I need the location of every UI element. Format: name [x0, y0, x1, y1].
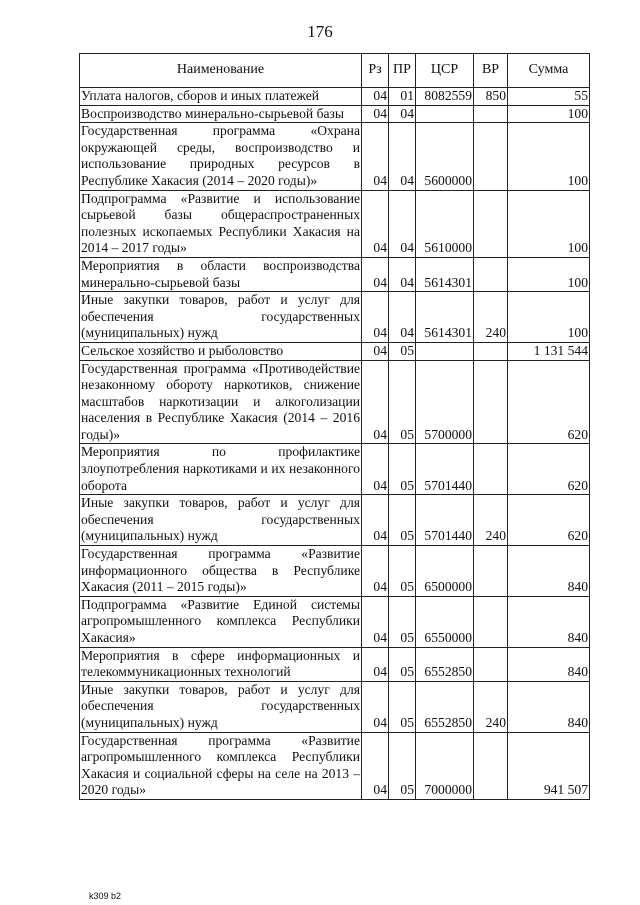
cell-sum: 55: [508, 88, 590, 106]
cell-rz: 04: [362, 342, 389, 360]
cell-vr: [474, 596, 508, 647]
cell-pr: 05: [389, 360, 416, 444]
cell-sum: 1 131 544: [508, 342, 590, 360]
cell-rz: 04: [362, 190, 389, 257]
cell-vr: 240: [474, 681, 508, 732]
cell-name: Государственная программа «Охрана окружающей среды, воспроизводство и использование природных ресурсов в Республике Хакасия (2014 – 2020 годы)»: [80, 123, 362, 190]
header-rz: Рз: [362, 54, 389, 88]
cell-csr: [416, 342, 474, 360]
cell-vr: [474, 647, 508, 681]
cell-rz: 04: [362, 257, 389, 291]
table-row: [80, 190, 590, 257]
cell-rz: 04: [362, 495, 389, 546]
cell-csr: 5700000: [416, 360, 474, 444]
cell-sum: 100: [508, 257, 590, 291]
cell-name: Сельское хозяйство и рыболовство: [80, 342, 362, 360]
cell-rz: 04: [362, 88, 389, 106]
cell-name: Мероприятия по профилактике злоупотребления наркотиками и их незаконного оборота: [80, 444, 362, 495]
cell-pr: 04: [389, 292, 416, 343]
cell-sum: 840: [508, 546, 590, 597]
table-row: [80, 546, 590, 597]
cell-vr: [474, 444, 508, 495]
cell-name: Иные закупки товаров, работ и услуг для обеспечения государственных (муниципальных) нужд: [80, 681, 362, 732]
cell-rz: 04: [362, 292, 389, 343]
table-header-row: [80, 54, 590, 88]
cell-pr: 04: [389, 123, 416, 190]
cell-vr: 240: [474, 495, 508, 546]
cell-vr: [474, 342, 508, 360]
cell-csr: 6552850: [416, 647, 474, 681]
cell-name: Государственная программа «Развитие информационного общества в Республике Хакасия (2011 – 2015 годы)»: [80, 546, 362, 597]
cell-pr: 05: [389, 342, 416, 360]
cell-vr: [474, 257, 508, 291]
cell-sum: 620: [508, 360, 590, 444]
table-row: [80, 732, 590, 799]
cell-rz: 04: [362, 681, 389, 732]
cell-csr: 7000000: [416, 732, 474, 799]
cell-name: Подпрограмма «Развитие и использование сырьевой базы общераспространенных полезных ископаемых Республики Хакасия на 2014 – 2017 годы»: [80, 190, 362, 257]
budget-table: [79, 53, 590, 800]
cell-vr: [474, 732, 508, 799]
cell-csr: 6552850: [416, 681, 474, 732]
page-number: 176: [307, 22, 333, 41]
cell-csr: 6500000: [416, 546, 474, 597]
cell-name: Подпрограмма «Развитие Единой системы агропромышленного комплекса Республики Хакасия»: [80, 596, 362, 647]
cell-vr: 240: [474, 292, 508, 343]
cell-name: Иные закупки товаров, работ и услуг для обеспечения государственных (муниципальных) нужд: [80, 495, 362, 546]
cell-sum: 100: [508, 190, 590, 257]
cell-csr: 8082559: [416, 88, 474, 106]
cell-rz: 04: [362, 732, 389, 799]
header-pr: ПР: [389, 54, 416, 88]
cell-sum: 100: [508, 292, 590, 343]
table-row: [80, 88, 590, 106]
cell-rz: 04: [362, 546, 389, 597]
cell-pr: 01: [389, 88, 416, 106]
cell-csr: 5614301: [416, 257, 474, 291]
cell-csr: 5614301: [416, 292, 474, 343]
cell-rz: 04: [362, 105, 389, 123]
cell-csr: 5701440: [416, 444, 474, 495]
cell-csr: 5610000: [416, 190, 474, 257]
cell-pr: 04: [389, 257, 416, 291]
cell-sum: 840: [508, 596, 590, 647]
cell-name: Уплата налогов, сборов и иных платежей: [80, 88, 362, 106]
cell-rz: 04: [362, 444, 389, 495]
cell-pr: 05: [389, 495, 416, 546]
table-row: [80, 257, 590, 291]
table-row: [80, 596, 590, 647]
cell-csr: [416, 105, 474, 123]
cell-name: Мероприятия в области воспроизводства минерально-сырьевой базы: [80, 257, 362, 291]
cell-name: Государственная программа «Противодействие незаконному обороту наркотиков, снижение масштабов наркотизации и алкоголизации населения в Республике Хакасия (2014 – 2016 годы)»: [80, 360, 362, 444]
cell-pr: 05: [389, 732, 416, 799]
cell-sum: 840: [508, 647, 590, 681]
cell-sum: 620: [508, 495, 590, 546]
header-vr: ВР: [474, 54, 508, 88]
table-row: [80, 360, 590, 444]
cell-pr: 05: [389, 546, 416, 597]
cell-csr: 5701440: [416, 495, 474, 546]
cell-pr: 05: [389, 647, 416, 681]
table-row: [80, 681, 590, 732]
cell-vr: [474, 105, 508, 123]
cell-vr: [474, 546, 508, 597]
cell-sum: 620: [508, 444, 590, 495]
cell-pr: 05: [389, 444, 416, 495]
cell-name: Воспроизводство минерально-сырьевой базы: [80, 105, 362, 123]
cell-sum: 100: [508, 105, 590, 123]
table-row: [80, 123, 590, 190]
header-csr: ЦСР: [416, 54, 474, 88]
table-row: [80, 105, 590, 123]
cell-pr: 05: [389, 596, 416, 647]
cell-rz: 04: [362, 360, 389, 444]
table-row: [80, 342, 590, 360]
cell-name: Мероприятия в сфере информационных и телекоммуникационных технологий: [80, 647, 362, 681]
cell-vr: 850: [474, 88, 508, 106]
cell-pr: 05: [389, 681, 416, 732]
table-row: [80, 495, 590, 546]
header-sum: Сумма: [508, 54, 590, 88]
cell-pr: 04: [389, 190, 416, 257]
cell-vr: [474, 360, 508, 444]
cell-sum: 100: [508, 123, 590, 190]
cell-sum: 941 507: [508, 732, 590, 799]
cell-rz: 04: [362, 596, 389, 647]
cell-name: Государственная программа «Развитие агропромышленного комплекса Республики Хакасия и социальной сферы на селе на 2013 – 2020 годы»: [80, 732, 362, 799]
cell-sum: 840: [508, 681, 590, 732]
header-name: Наименование: [80, 54, 362, 88]
table-row: [80, 292, 590, 343]
table-row: [80, 444, 590, 495]
table-row: [80, 647, 590, 681]
cell-csr: 6550000: [416, 596, 474, 647]
cell-pr: 04: [389, 105, 416, 123]
cell-csr: 5600000: [416, 123, 474, 190]
cell-vr: [474, 123, 508, 190]
cell-rz: 04: [362, 647, 389, 681]
cell-rz: 04: [362, 123, 389, 190]
cell-name: Иные закупки товаров, работ и услуг для обеспечения государственных (муниципальных) нужд: [80, 292, 362, 343]
cell-vr: [474, 190, 508, 257]
footer-code: k309 b2: [89, 891, 122, 901]
